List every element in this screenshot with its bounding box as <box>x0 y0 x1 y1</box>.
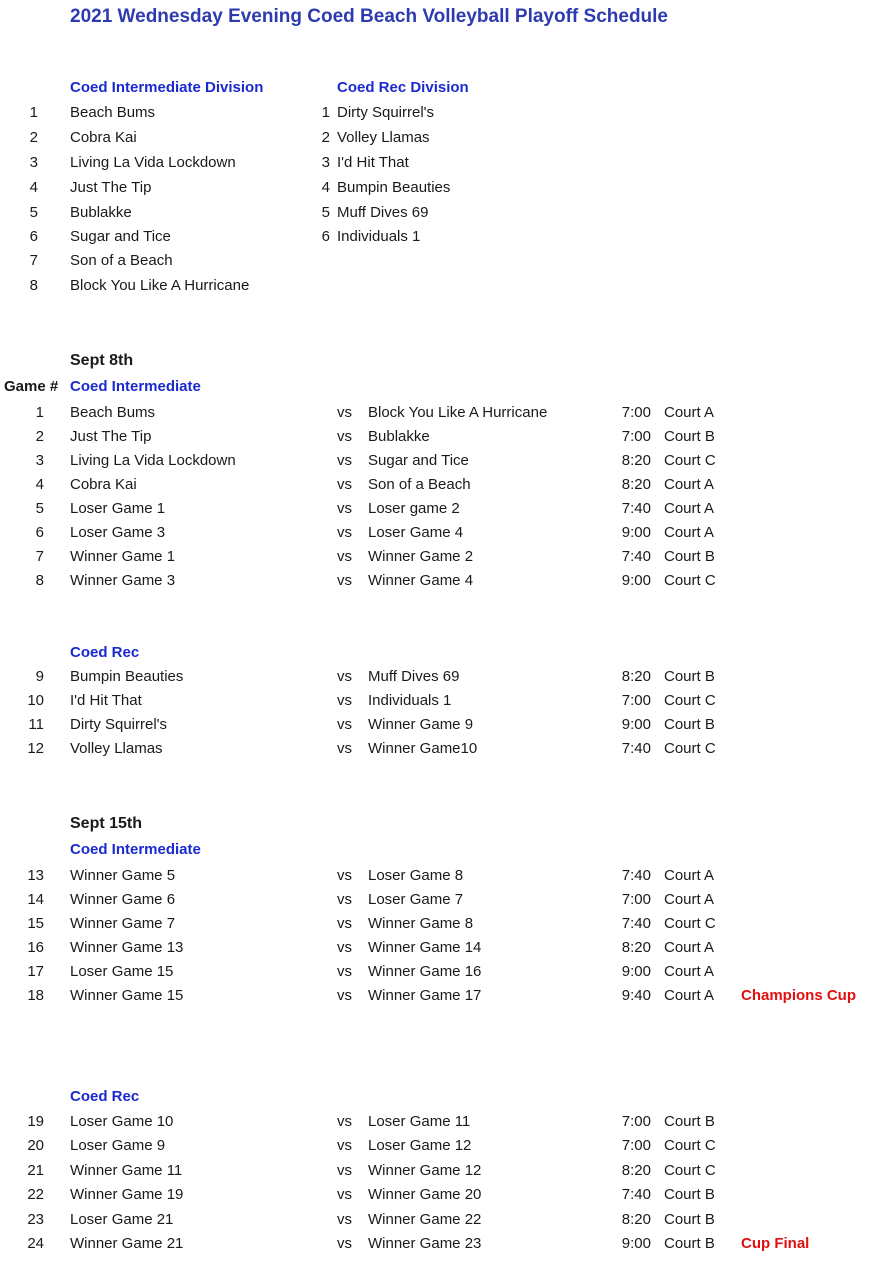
court: Court B <box>664 1186 715 1203</box>
game-time: 9:00 <box>621 963 651 980</box>
team-2: Loser game 2 <box>368 500 460 517</box>
court: Court A <box>664 939 715 956</box>
game-time: 8:20 <box>621 1162 651 1179</box>
seed-number: 5 <box>29 204 38 221</box>
game-time: 9:00 <box>621 1235 651 1252</box>
vs-label: vs <box>337 476 352 493</box>
game-number: 24 <box>27 1235 44 1252</box>
team-2: Bublakke <box>368 428 430 445</box>
team-1: Dirty Squirrel's <box>70 716 168 733</box>
team-1: I'd Hit That <box>70 692 142 709</box>
team-1: Winner Game 3 <box>70 572 176 589</box>
seed-team-name: Beach Bums <box>70 104 156 121</box>
game-time: 8:20 <box>621 452 651 469</box>
team-1: Just The Tip <box>70 428 152 445</box>
game-time: 7:00 <box>621 1113 651 1130</box>
court: Court A <box>664 476 715 493</box>
game-number: 20 <box>27 1137 44 1154</box>
game-number: 5 <box>35 500 44 517</box>
team-2: Winner Game 22 <box>368 1211 482 1228</box>
game-number: 16 <box>27 939 44 956</box>
game-time: 7:40 <box>621 548 651 565</box>
seed-team-name: Block You Like A Hurricane <box>70 277 250 294</box>
seed-team-name: Just The Tip <box>70 179 152 196</box>
vs-label: vs <box>337 740 352 757</box>
court: Court A <box>664 524 715 541</box>
seed-team-name: Living La Vida Lockdown <box>70 154 236 171</box>
game-time: 8:20 <box>621 668 651 685</box>
vs-label: vs <box>337 500 352 517</box>
vs-label: vs <box>337 572 352 589</box>
game-number: 1 <box>35 404 44 421</box>
team-2: Son of a Beach <box>368 476 471 493</box>
court: Court C <box>664 452 716 469</box>
seed-team-name: Bumpin Beauties <box>337 179 451 196</box>
seed-number: 4 <box>321 179 330 196</box>
team-2: Winner Game 2 <box>368 548 474 565</box>
game-number-header: Game # <box>4 378 59 395</box>
team-2: Muff Dives 69 <box>368 668 460 685</box>
seed-team-name: Cobra Kai <box>70 129 137 146</box>
seed-team-name: Bublakke <box>70 204 132 221</box>
team-1: Volley Llamas <box>70 740 163 757</box>
court: Court C <box>664 692 716 709</box>
vs-label: vs <box>337 963 352 980</box>
seed-number: 6 <box>29 228 38 245</box>
seed-number: 8 <box>29 277 38 294</box>
seed-number: 4 <box>29 179 38 196</box>
seed-number: 3 <box>321 154 330 171</box>
seed-team-name: Son of a Beach <box>70 252 173 269</box>
team-1: Winner Game 11 <box>70 1162 183 1179</box>
game-time: 9:00 <box>621 524 651 541</box>
vs-label: vs <box>337 1235 352 1252</box>
court: Court A <box>664 867 715 884</box>
game-time: 7:40 <box>621 740 651 757</box>
game-number: 23 <box>27 1211 44 1228</box>
court: Court B <box>664 1211 715 1228</box>
game-number: 18 <box>27 987 44 1004</box>
vs-label: vs <box>337 1162 352 1179</box>
team-1: Winner Game 19 <box>70 1186 184 1203</box>
vs-label: vs <box>337 1211 352 1228</box>
team-2: Winner Game 14 <box>368 939 482 956</box>
game-time: 7:00 <box>621 692 651 709</box>
game-number: 10 <box>27 692 44 709</box>
week-date: Sept 15th <box>70 815 143 832</box>
team-1: Winner Game 1 <box>70 548 176 565</box>
seed-number: 1 <box>29 104 38 121</box>
vs-label: vs <box>337 867 352 884</box>
vs-label: vs <box>337 404 352 421</box>
team-1: Winner Game 15 <box>70 987 184 1004</box>
court: Court A <box>664 404 715 421</box>
court: Court B <box>664 548 715 565</box>
game-time: 7:40 <box>621 1186 651 1203</box>
game-note: Cup Final <box>741 1235 810 1252</box>
team-1: Loser Game 10 <box>70 1113 174 1130</box>
game-time: 8:20 <box>621 476 651 493</box>
team-2: Loser Game 8 <box>368 867 464 884</box>
page-title: 2021 Wednesday Evening Coed Beach Volleyball Playoff Schedule <box>70 6 668 27</box>
vs-label: vs <box>337 524 352 541</box>
court: Court C <box>664 1162 716 1179</box>
team-1: Loser Game 15 <box>70 963 174 980</box>
week-date: Sept 8th <box>70 352 134 369</box>
game-number: 11 <box>28 716 44 733</box>
team-1: Loser Game 21 <box>70 1211 174 1228</box>
seed-team-name: Individuals 1 <box>337 228 421 245</box>
team-1: Beach Bums <box>70 404 156 421</box>
team-1: Winner Game 21 <box>70 1235 184 1252</box>
vs-label: vs <box>337 939 352 956</box>
team-1: Winner Game 13 <box>70 939 184 956</box>
game-number: 12 <box>27 740 44 757</box>
vs-label: vs <box>337 1137 352 1154</box>
game-number: 19 <box>27 1113 44 1130</box>
game-number: 3 <box>35 452 44 469</box>
game-number: 2 <box>35 428 44 445</box>
game-note: Champions Cup <box>741 987 856 1004</box>
team-2: Sugar and Tice <box>368 452 469 469</box>
seed-number: 1 <box>321 104 330 121</box>
team-2: Loser Game 11 <box>368 1113 471 1130</box>
seed-number: 6 <box>321 228 330 245</box>
team-2: Loser Game 4 <box>368 524 464 541</box>
vs-label: vs <box>337 452 352 469</box>
team-1: Loser Game 3 <box>70 524 166 541</box>
seed-team-name: Dirty Squirrel's <box>337 104 435 121</box>
vs-label: vs <box>337 692 352 709</box>
team-1: Bumpin Beauties <box>70 668 184 685</box>
game-time: 7:40 <box>621 500 651 517</box>
court: Court C <box>664 572 716 589</box>
team-1: Winner Game 6 <box>70 891 176 908</box>
court: Court B <box>664 428 715 445</box>
game-time: 9:00 <box>621 716 651 733</box>
game-number: 6 <box>35 524 44 541</box>
vs-label: vs <box>337 915 352 932</box>
team-2: Winner Game 16 <box>368 963 482 980</box>
court: Court A <box>664 987 715 1004</box>
court: Court A <box>664 500 715 517</box>
seed-team-name: Sugar and Tice <box>70 228 171 245</box>
game-time: 9:00 <box>621 572 651 589</box>
section-heading: Coed Intermediate <box>70 378 201 395</box>
game-number: 22 <box>27 1186 44 1203</box>
intermediate-division-heading: Coed Intermediate Division <box>70 79 264 96</box>
game-time: 7:00 <box>621 891 651 908</box>
team-2: Individuals 1 <box>368 692 452 709</box>
game-number: 9 <box>35 668 44 685</box>
team-2: Winner Game 17 <box>368 987 482 1004</box>
team-1: Winner Game 7 <box>70 915 176 932</box>
game-number: 4 <box>35 476 44 493</box>
vs-label: vs <box>337 1113 352 1130</box>
vs-label: vs <box>337 428 352 445</box>
section-heading: Coed Intermediate <box>70 841 201 858</box>
game-time: 7:40 <box>621 867 651 884</box>
game-time: 7:00 <box>621 428 651 445</box>
court: Court B <box>664 1113 715 1130</box>
team-2: Block You Like A Hurricane <box>368 404 548 421</box>
vs-label: vs <box>337 1186 352 1203</box>
game-number: 8 <box>35 572 44 589</box>
game-time: 7:00 <box>621 1137 651 1154</box>
seed-number: 2 <box>29 129 38 146</box>
team-1: Loser Game 1 <box>70 500 166 517</box>
team-2: Winner Game 12 <box>368 1162 482 1179</box>
game-time: 8:20 <box>621 1211 651 1228</box>
team-2: Winner Game 8 <box>368 915 474 932</box>
team-1: Winner Game 5 <box>70 867 176 884</box>
seed-number: 3 <box>29 154 38 171</box>
section-heading: Coed Rec <box>70 644 140 661</box>
court: Court B <box>664 716 715 733</box>
game-time: 7:40 <box>621 915 651 932</box>
team-2: Winner Game10 <box>368 740 478 757</box>
team-1: Living La Vida Lockdown <box>70 452 236 469</box>
seed-number: 7 <box>29 252 38 269</box>
court: Court C <box>664 740 716 757</box>
team-2: Winner Game 4 <box>368 572 474 589</box>
team-2: Winner Game 9 <box>368 716 474 733</box>
court: Court C <box>664 915 716 932</box>
game-number: 15 <box>27 915 44 932</box>
vs-label: vs <box>337 668 352 685</box>
team-2: Winner Game 20 <box>368 1186 482 1203</box>
game-number: 7 <box>35 548 44 565</box>
seed-number: 5 <box>321 204 330 221</box>
seed-team-name: I'd Hit That <box>337 154 409 171</box>
seed-number: 2 <box>321 129 330 146</box>
game-number: 13 <box>27 867 44 884</box>
vs-label: vs <box>337 716 352 733</box>
game-time: 9:40 <box>621 987 651 1004</box>
team-2: Loser Game 12 <box>368 1137 472 1154</box>
court: Court A <box>664 891 715 908</box>
team-2: Loser Game 7 <box>368 891 464 908</box>
game-number: 14 <box>27 891 44 908</box>
team-1: Loser Game 9 <box>70 1137 166 1154</box>
game-number: 17 <box>27 963 44 980</box>
vs-label: vs <box>337 548 352 565</box>
seed-team-name: Muff Dives 69 <box>337 204 429 221</box>
rec-division-heading: Coed Rec Division <box>337 79 469 96</box>
section-heading: Coed Rec <box>70 1088 140 1105</box>
court: Court B <box>664 1235 715 1252</box>
game-number: 21 <box>27 1162 44 1179</box>
game-time: 8:20 <box>621 939 651 956</box>
game-time: 7:00 <box>621 404 651 421</box>
court: Court A <box>664 963 715 980</box>
seed-team-name: Volley Llamas <box>337 129 430 146</box>
court: Court B <box>664 668 715 685</box>
team-1: Cobra Kai <box>70 476 137 493</box>
court: Court C <box>664 1137 716 1154</box>
vs-label: vs <box>337 987 352 1004</box>
vs-label: vs <box>337 891 352 908</box>
team-2: Winner Game 23 <box>368 1235 482 1252</box>
